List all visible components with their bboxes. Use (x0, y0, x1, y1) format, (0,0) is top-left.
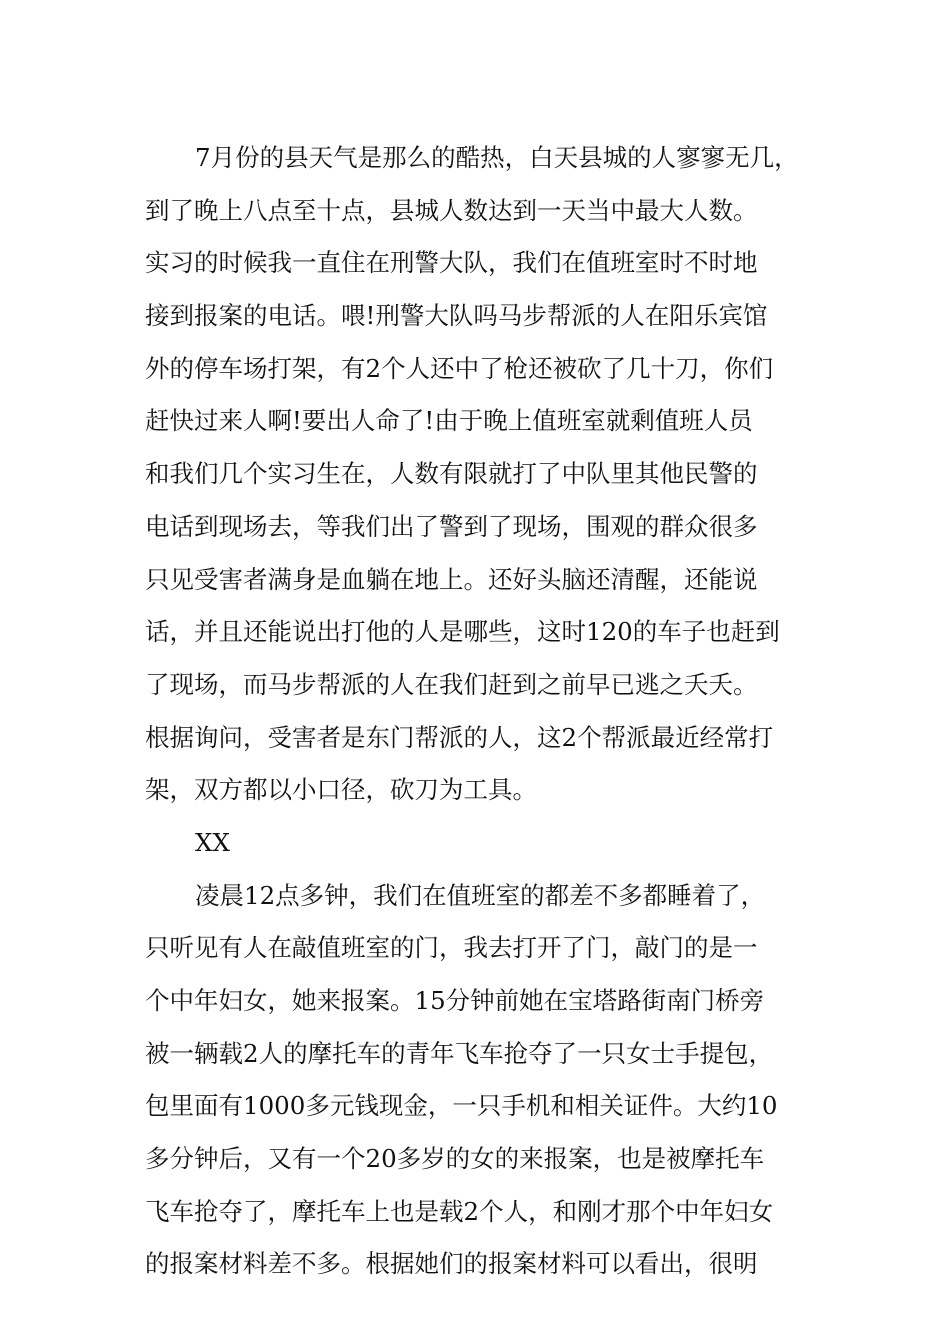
section-heading: XX (195, 827, 230, 857)
paragraph-line: 多分钟后，又有一个20多岁的女的来报案，也是被摩托车 (145, 1144, 765, 1174)
document-body (145, 132, 815, 1291)
paragraph-line: 赶快过来人啊!要出人命了!由于晚上值班室就剩值班人员 (145, 406, 753, 436)
paragraph-line: 了现场，而马步帮派的人在我们赶到之前早已逃之夭夭。 (145, 669, 758, 699)
paragraph-line: 包里面有1000多元钱现金，一只手机和相关证件。大约10 (145, 1091, 778, 1121)
paragraph-line: 和我们几个实习生在，人数有限就打了中队里其他民警的 (145, 459, 758, 489)
paragraph-line: 飞车抢夺了，摩托车上也是载2个人，和刚才那个中年妇女 (145, 1196, 774, 1226)
paragraph-line: 到了晚上八点至十点，县城人数达到一天当中最大人数。 (145, 195, 758, 225)
paragraph-line: 的报案材料差不多。根据她们的报案材料可以看出，很明 (145, 1249, 758, 1279)
paragraph-1 (145, 132, 815, 817)
paragraph-line: 只见受害者满身是血躺在地上。还好头脑还清醒，还能说 (145, 564, 758, 594)
paragraph-line: 电话到现场去，等我们出了警到了现场，围观的群众很多 (145, 511, 758, 541)
paragraph-line: 话，并且还能说出打他的人是哪些，这时120的车子也赶到 (145, 617, 780, 647)
paragraph-line: 根据询问，受害者是东门帮派的人，这2个帮派最近经常打 (145, 722, 774, 752)
paragraph-line: 个中年妇女，她来报案。15分钟前她在宝塔路街南门桥旁 (145, 986, 765, 1015)
paragraph-line: 实习的时候我一直住在刑警大队，我们在值班室时不时地 (145, 248, 758, 278)
paragraph-line: 接到报案的电话。喂!刑警大队吗马步帮派的人在阳乐宾馆 (145, 301, 768, 331)
paragraph-line: 只听见有人在敲值班室的门，我去打开了门，敲门的是一 (145, 933, 758, 963)
paragraph-line: 架，双方都以小口径，砍刀为工具。 (145, 775, 537, 805)
paragraph-line: 7月份的县天气是那么的酷热，白天县城的人寥寥无几， (195, 143, 799, 172)
paragraph-line: 外的停车场打架，有2个人还中了枪还被砍了几十刀，你们 (145, 353, 774, 383)
paragraph-line: 凌晨12点多钟，我们在值班室的都差不多都睡着了， (195, 880, 766, 910)
paragraph-line: 被一辆载2人的摩托车的青年飞车抢夺了一只女士手提包， (145, 1038, 774, 1068)
paragraph-2 (145, 870, 815, 1292)
